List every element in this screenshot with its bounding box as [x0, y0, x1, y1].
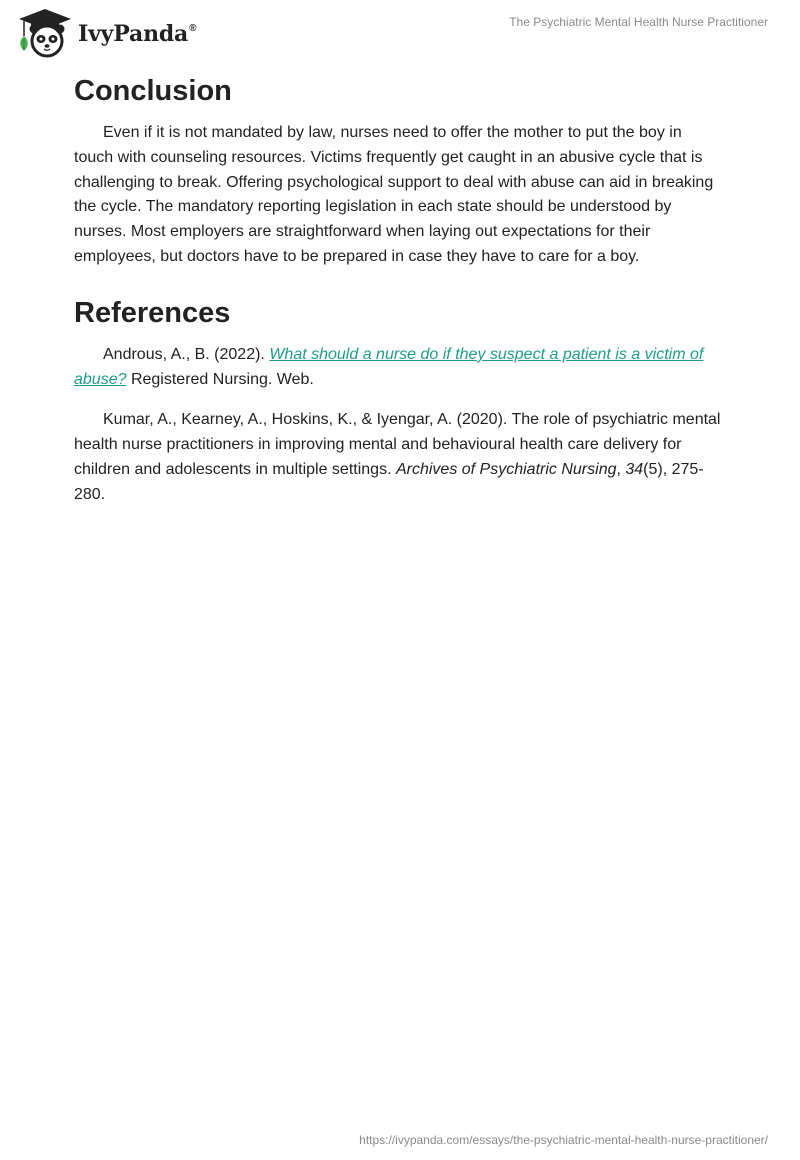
footer-url[interactable]: https://ivypanda.com/essays/the-psychiatric-mental-health-nurse-practitioner/ — [359, 1133, 768, 1147]
conclusion-heading: Conclusion — [74, 75, 232, 107]
reference-authors-title: Kumar, A., Kearney, A., Hoskins, K., & Iyengar, A. (2020). The role of psychiatric mental health nurse practitioners in improving mental and behavioural health care delivery for children and adolescents in multiple settings. — [74, 411, 721, 478]
panda-graduate-icon — [16, 8, 74, 58]
page-header — [0, 0, 800, 64]
reference-authors: Androus, A., B. (2022). — [103, 345, 270, 363]
reference-source: Registered Nursing. Web. — [126, 370, 314, 388]
logo-text: IvyPanda — [78, 21, 189, 47]
reference-issue-pages: (5), 275-280. — [74, 460, 704, 503]
conclusion-section — [74, 70, 724, 270]
registered-mark: ® — [189, 23, 197, 34]
reference-item-kumar — [74, 408, 724, 507]
reference-link[interactable]: What should a nurse do if they suspect a patient is a victim of abuse? — [74, 345, 704, 388]
conclusion-paragraph: Even if it is not mandated by law, nurses need to offer the mother to put the boy in touch with counseling resources. Victims frequently get caught in an abusive cycle that is challenging to break. Offering psychological support to deal with abuse can aid in breaking the cycle. The mandatory reporting legislation in each state should be understood by nurses. Most employers are straightforward when laying out expectations for their employees, but doctors have to be prepared in case they have to care for a boy. — [74, 124, 714, 265]
document-body — [74, 70, 724, 524]
ivypanda-logo[interactable] — [16, 8, 196, 58]
reference-item-androus — [74, 343, 724, 393]
reference-journal: Archives of Psychiatric Nursing — [395, 460, 617, 478]
running-title: The Psychiatric Mental Health Nurse Practitioner — [509, 15, 768, 29]
references-section — [74, 292, 724, 508]
reference-separator: , — [616, 460, 626, 478]
logo-wordmark — [78, 21, 196, 47]
references-heading: References — [74, 296, 231, 329]
reference-volume: 34 — [625, 460, 644, 478]
